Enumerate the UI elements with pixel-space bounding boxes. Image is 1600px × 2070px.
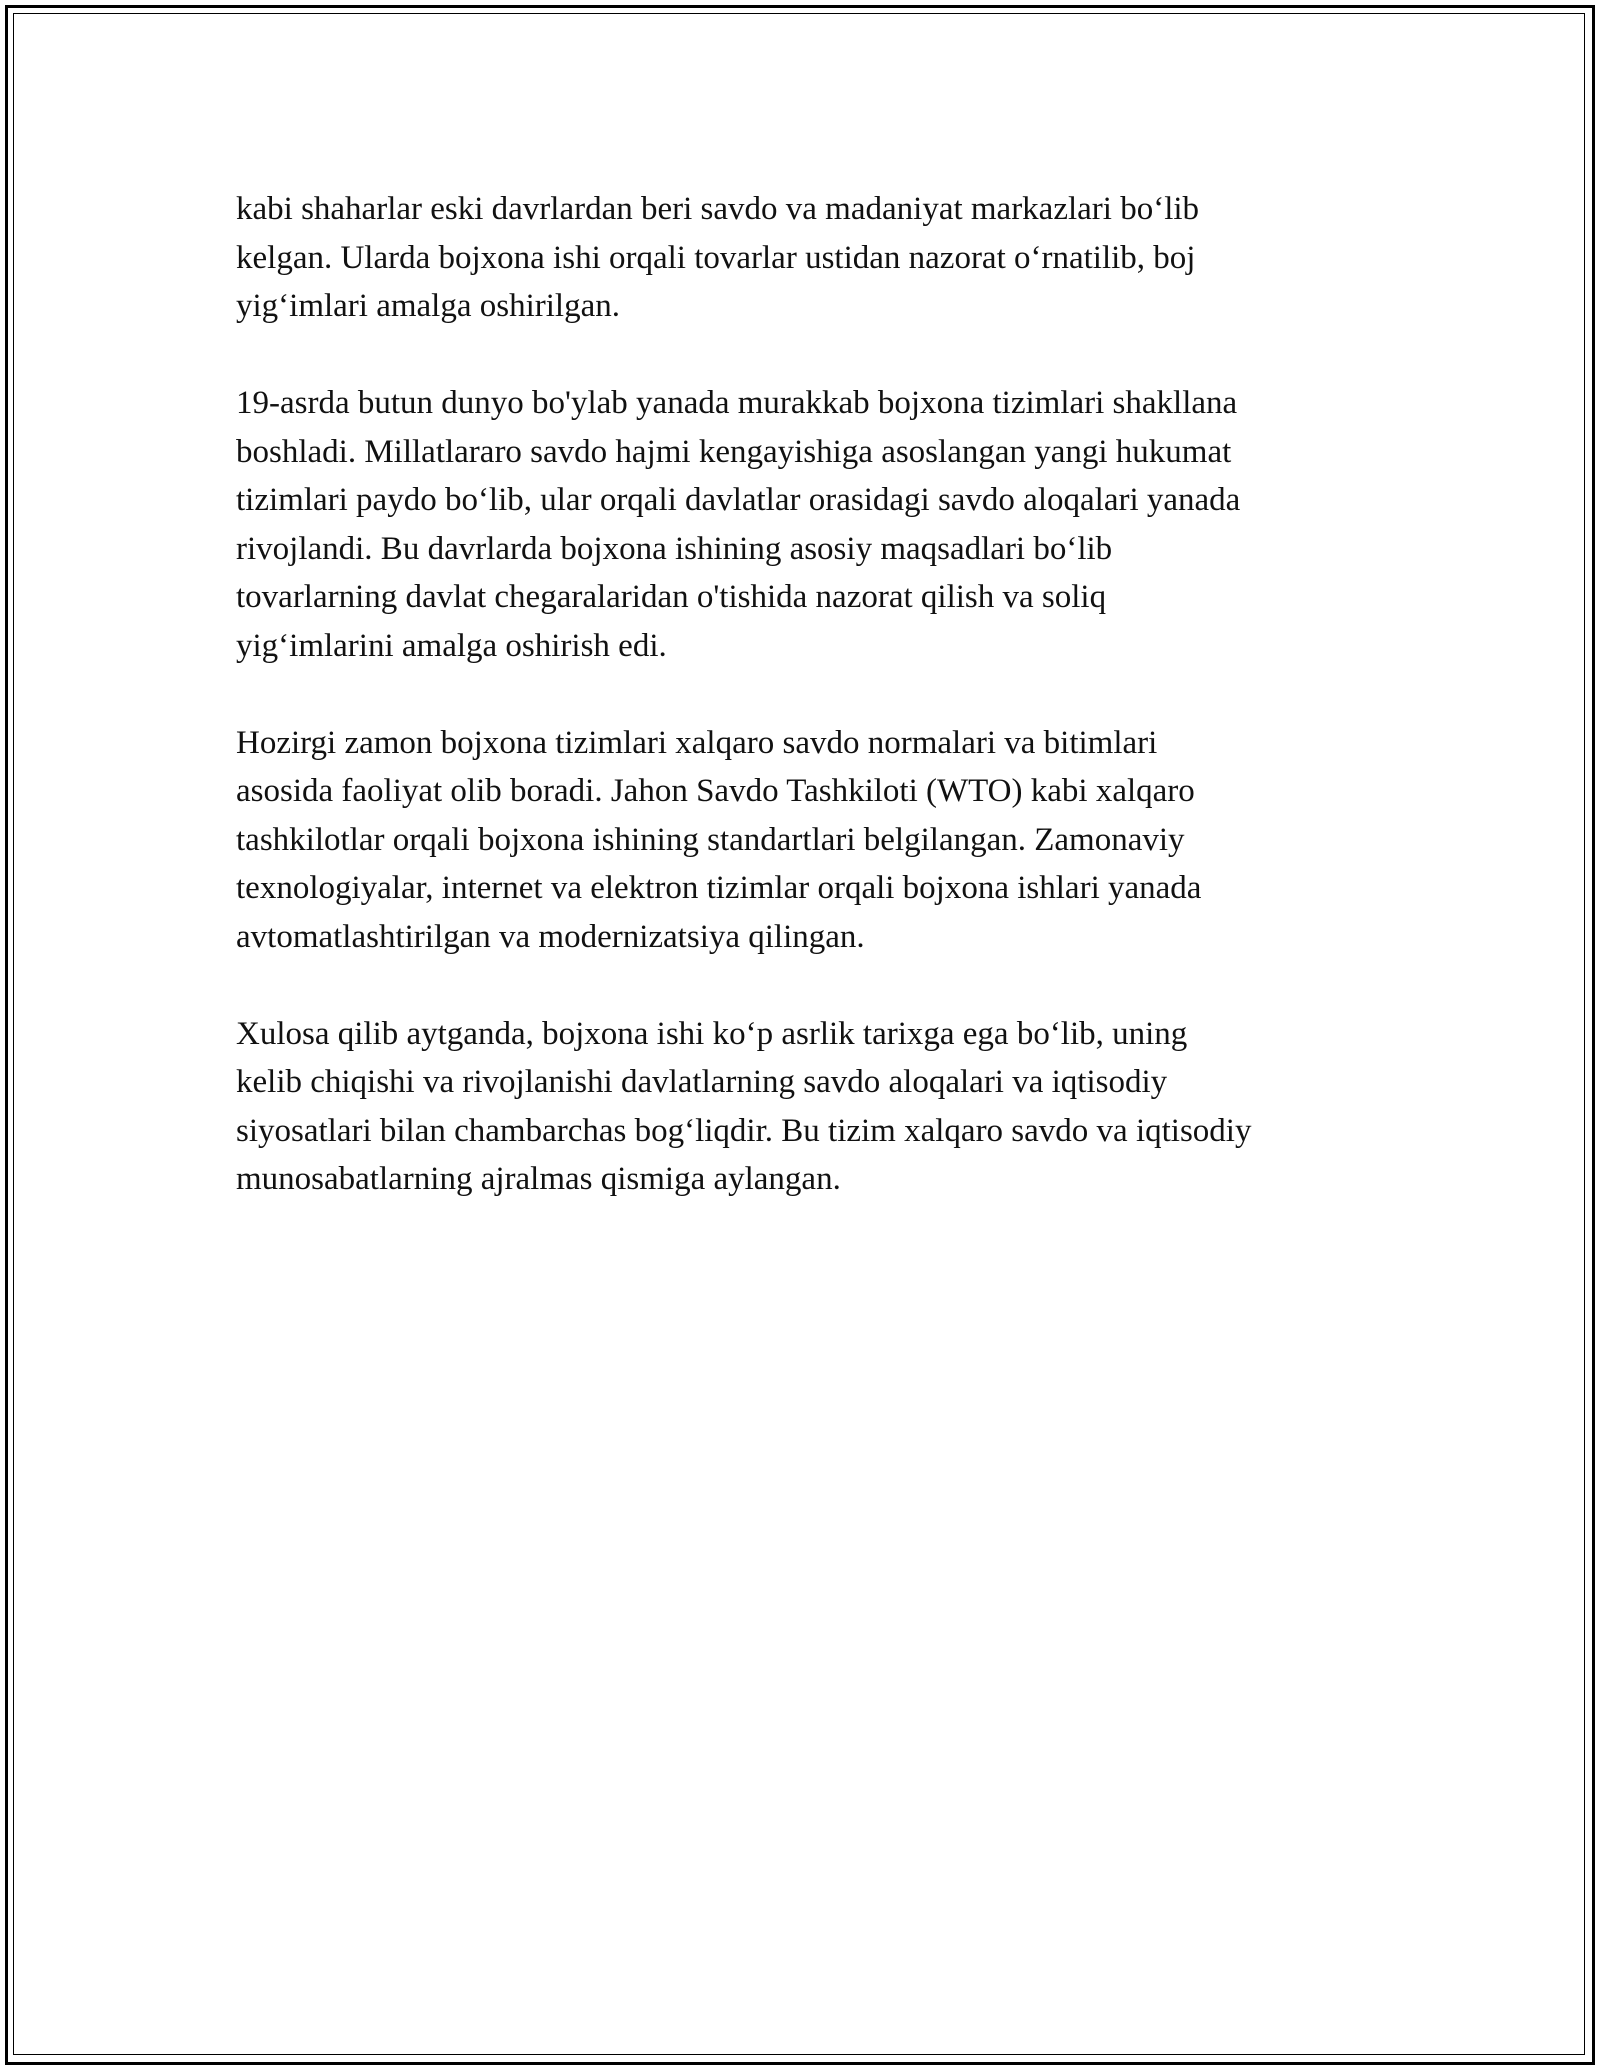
paragraph-2: 19-asrda butun dunyo bo'ylab yanada murakkab bojxona tizimlari shakllana boshladi. Millatlararo savdo hajmi kengayishiga asoslangan yangi hukumat tizimlari paydo bo‘lib, ular orqali davlatlar orasidagi savdo aloqalari yanada rivojlandi. Bu davrlarda bojxona ishining asosiy maqsadlari bo‘lib tovarlarning davlat chegaralaridan o'tishida nazorat qilish va soliq yig‘imlarini amalga oshirish edi. (236, 385, 1241, 664)
document-body (236, 185, 1376, 1252)
paragraph-1: kabi shaharlar eski davrlardan beri savdo va madaniyat markazlari bo‘lib kelgan. Ularda bojxona ishi orqali tovarlar ustidan nazorat o‘rnatilib, boj yig‘imlari amalga oshirilgan. (236, 191, 1200, 324)
paragraph-3: Hozirgi zamon bojxona tizimlari xalqaro savdo normalari va bitimlari asosida faoliyat olib boradi. Jahon Savdo Tashkiloti (WTO) kabi xalqaro tashkilotlar orqali bojxona ishining standartlari belgilangan. Zamonaviy texnologiyalar, internet va elektron tizimlar orqali bojxona ishlari yanada avtomatlashtirilgan va modernizatsiya qilingan. (236, 724, 1202, 955)
paragraph-4: Xulosa qilib aytganda, bojxona ishi ko‘p asrlik tarixga ega bo‘lib, uning kelib chiqishi va rivojlanishi davlatlarning savdo aloqalari va iqtisodiy siyosatlari bilan chambarchas bog‘liqdir. Bu tizim xalqaro savdo va iqtisodiy munosabatlarning ajralmas qismiga aylangan. (236, 1015, 1252, 1197)
